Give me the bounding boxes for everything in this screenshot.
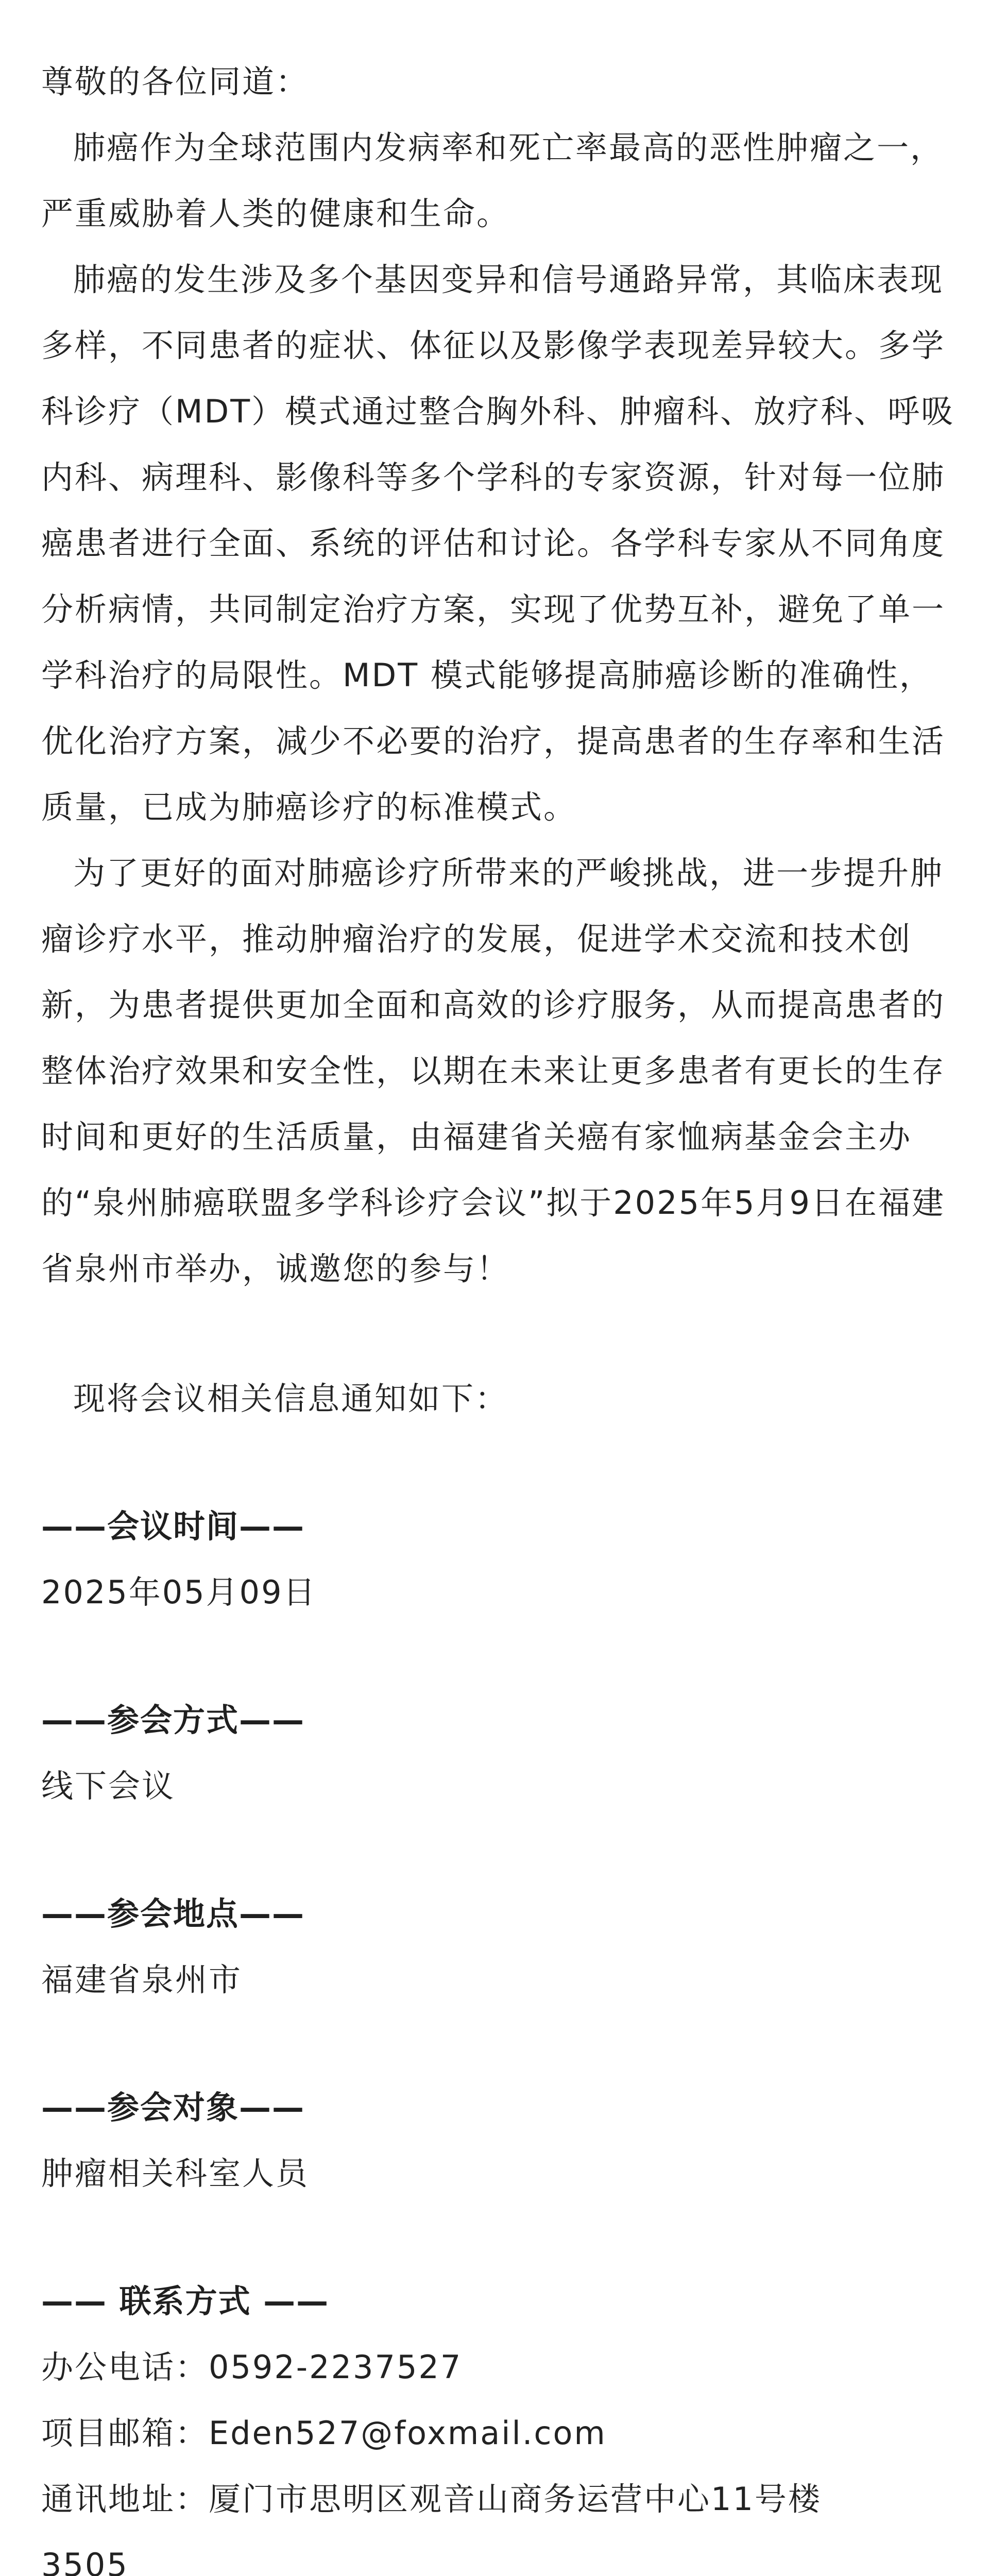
spacer: [41, 2013, 958, 2075]
section-meeting-time: [41, 1494, 958, 1625]
spacer: [41, 1432, 958, 1494]
section-title: ——会议时间——: [41, 1507, 305, 1545]
contact-phone: 办公电话：0592-2237527: [41, 2348, 463, 2386]
paragraph-3: 为了更好的面对肺癌诊疗所带来的严峻挑战，进一步提升肿瘤诊疗水平，推动肿瘤治疗的发展，促进学术交流和技术创新，为患者提供更加全面和高效的诊疗服务，从而提高患者的整体治疗效果和安全性，以期在未来让更多患者有更长的生存时间和更好的生活质量，由福建省关癌有家恤病基金会主办的“泉州肺癌联盟多学科诊疗会议”拟于2025年5月9日在福建省泉州市举办，诚邀您的参与！: [41, 854, 946, 1287]
section-title: ——参会对象——: [41, 2089, 305, 2126]
attendance-mode: 线下会议: [41, 1767, 176, 1805]
spacer: [41, 1302, 958, 1366]
contact-email: 项目邮箱：Eden527@foxmail.com: [41, 2414, 607, 2452]
section-title: ——参会地点——: [41, 1895, 305, 1933]
contact-address-continued: 3505: [41, 2546, 129, 2576]
section-title: —— 联系方式 ——: [41, 2282, 330, 2320]
target-audience: 肿瘤相关科室人员: [41, 2155, 310, 2192]
meeting-location: 福建省泉州市: [41, 1961, 243, 1998]
spacer: [41, 1625, 958, 1687]
contact-address: 通讯地址：厦门市思明区观音山商务运营中心11号楼: [41, 2480, 822, 2518]
spacer: [41, 2207, 958, 2268]
paragraph-1: 肺癌作为全球范围内发病率和死亡率最高的恶性肿瘤之一，严重威胁着人类的健康和生命。: [41, 129, 944, 232]
section-location: [41, 1881, 958, 2013]
meeting-date: 2025年05月09日: [41, 1573, 317, 1611]
paragraph-2: 肺癌的发生涉及多个基因变异和信号通路异常，其临床表现多样，不同患者的症状、体征以及影像学表现差异较大。多学科诊疗（MDT）模式通过整合胸外科、肿瘤科、放疗科、呼吸内科、病理科、影像科等多个学科的专家资源，针对每一位肺癌患者进行全面、系统的评估和讨论。各学科专家从不同角度分析病情，共同制定治疗方案，实现了优势互补，避免了单一学科治疗的局限性。MDT 模式能够提高肺癌诊断的准确性，优化治疗方案，减少不必要的治疗，提高患者的生存率和生活质量，已成为肺癌诊疗的标准模式。: [41, 261, 955, 826]
spacer: [41, 1819, 958, 1881]
section-contact: [41, 2268, 958, 2576]
greeting: 尊敬的各位同道：: [41, 63, 310, 100]
section-audience: [41, 2075, 958, 2207]
section-title: ——参会方式——: [41, 1701, 305, 1739]
article-body: [41, 49, 958, 2576]
section-attendance-mode: [41, 1687, 958, 1819]
intro-notice: 现将会议相关信息通知如下：: [73, 1380, 509, 1417]
